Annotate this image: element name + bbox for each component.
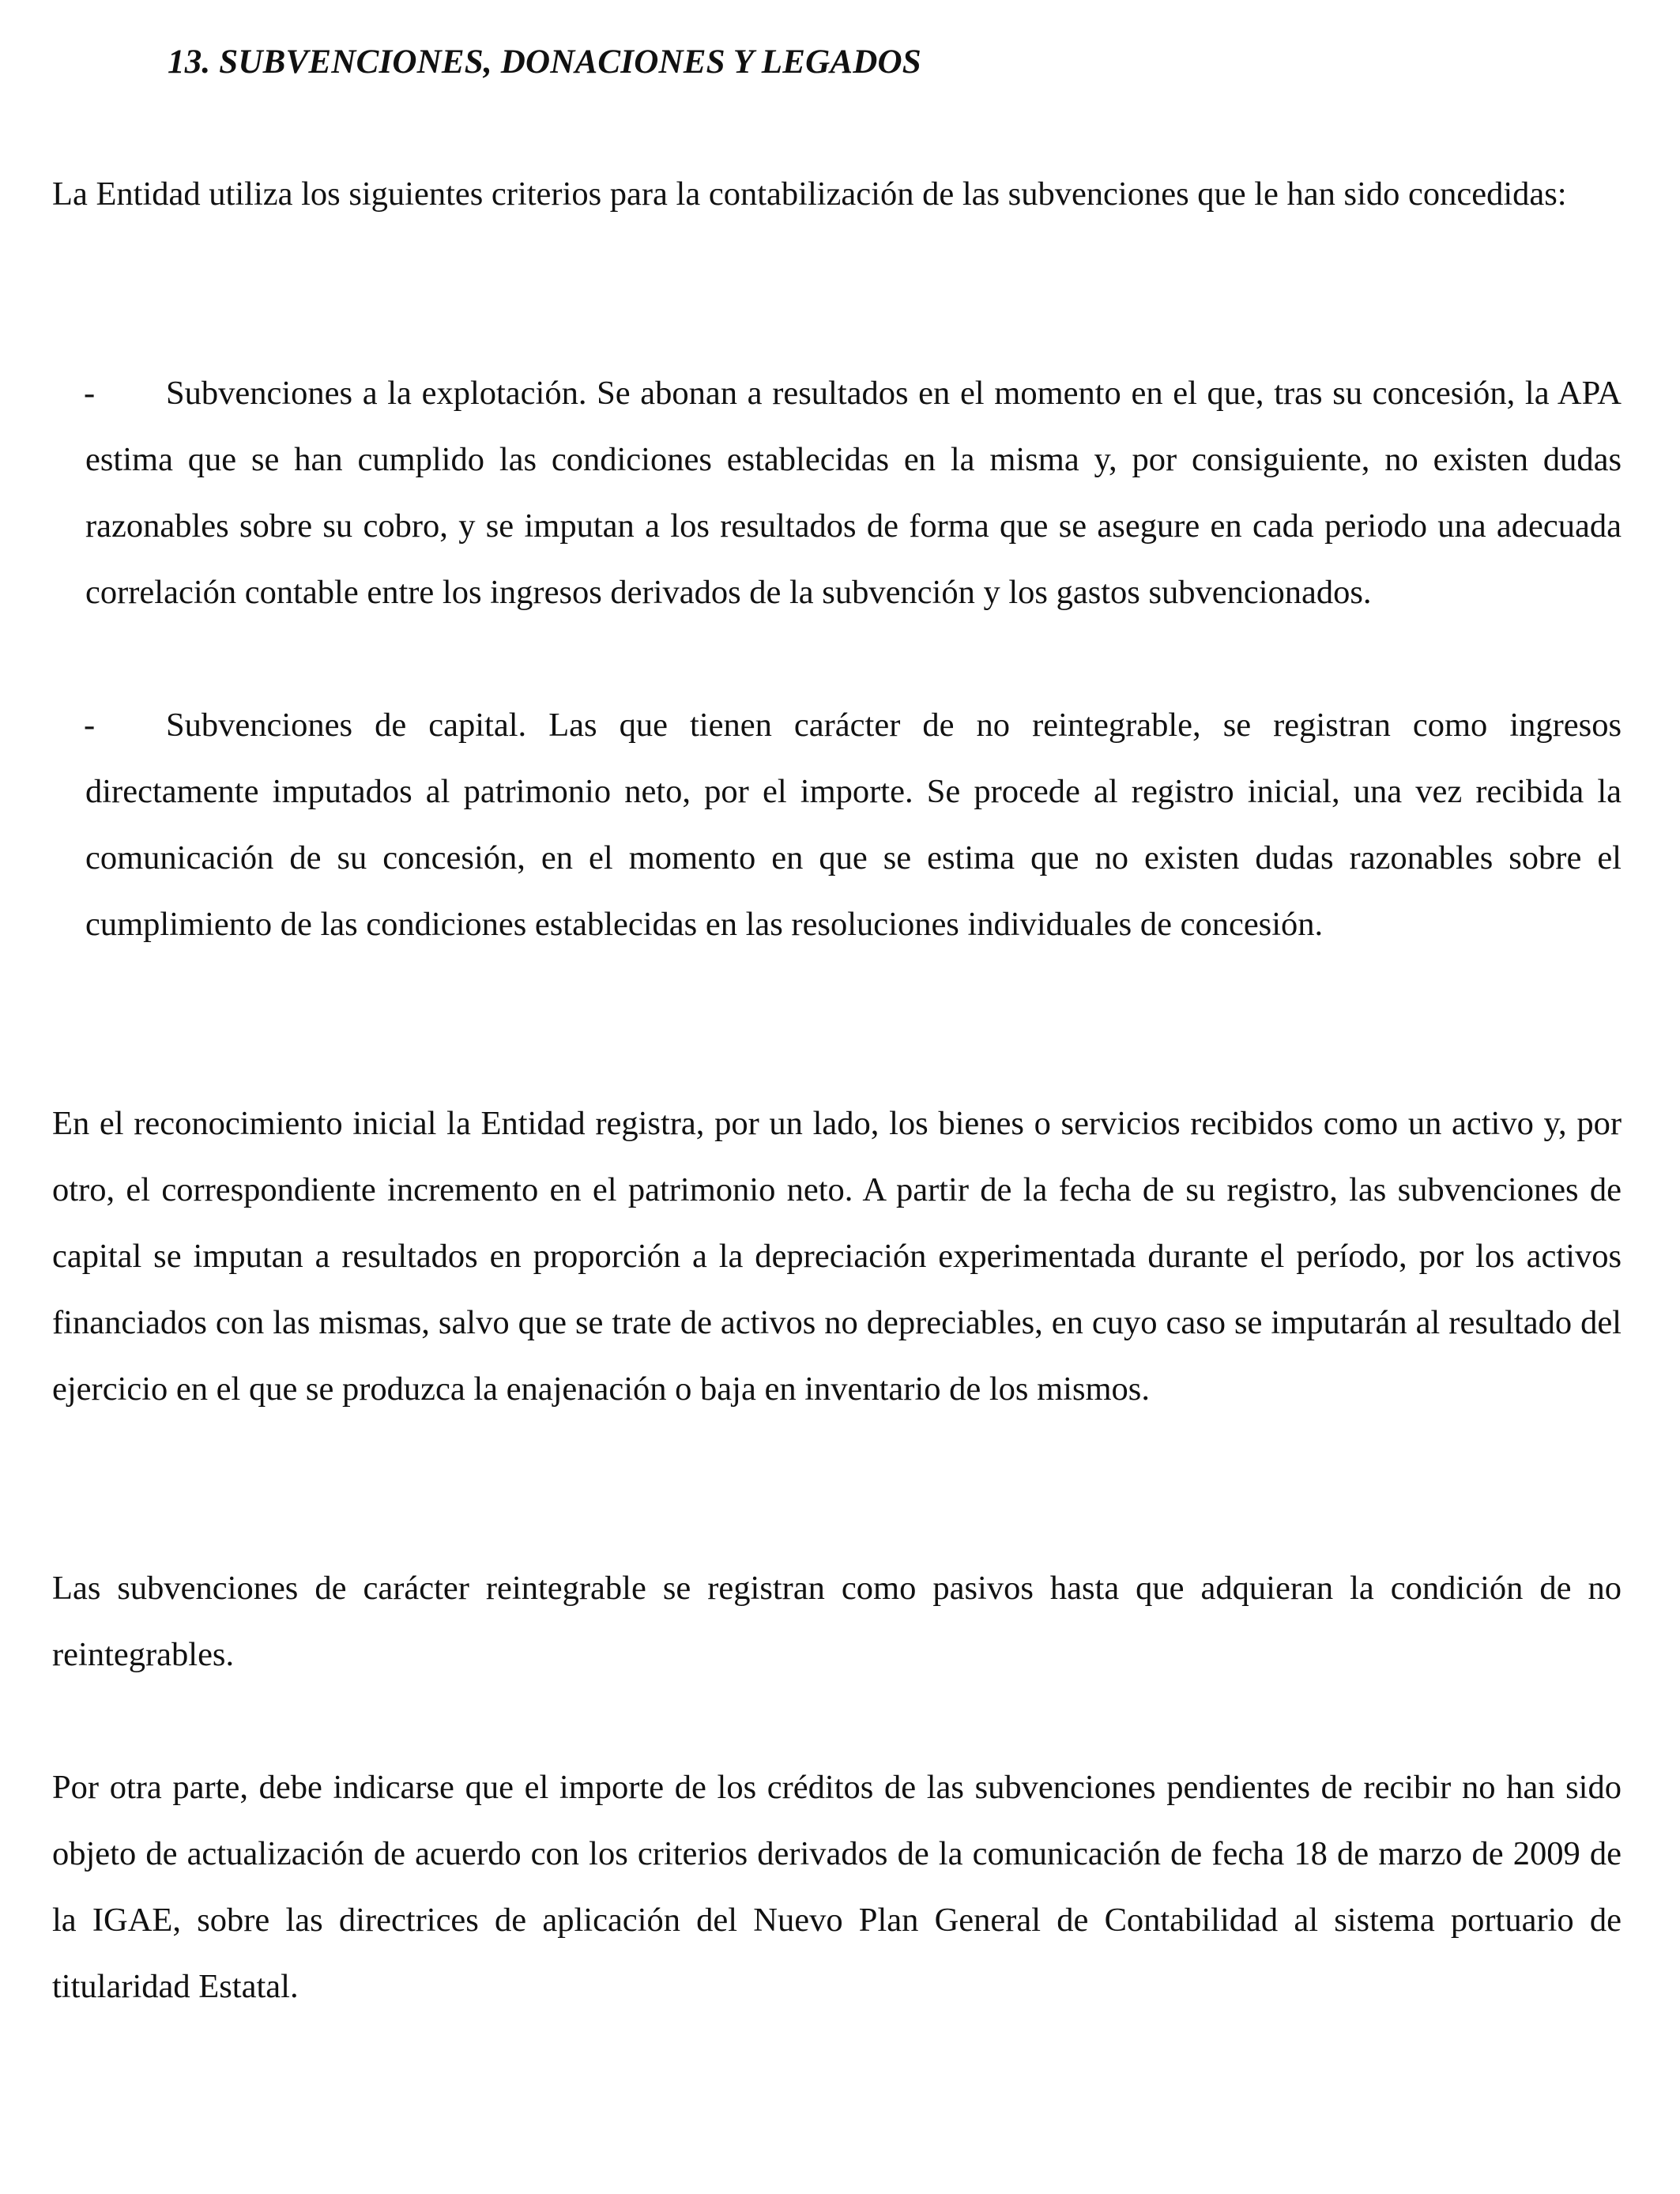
section-heading: 13. SUBVENCIONES, DONACIONES Y LEGADOS xyxy=(168,43,921,81)
bullet-text: Subvenciones a la explotación. Se abonan a resultados en el momento en el que, tras su concesión, la APA estima que se han cumplido las condiciones establecidas en la misma y, por consiguiente, no existen dudas razonables sobre su cobro, y se imputan a los resultados de forma que se asegure en cada periodo una adecuada correlación contable entre los ingresos derivados de la subvención y los gastos subvencionados. xyxy=(85,375,1622,611)
bullet-marker: - xyxy=(84,707,96,744)
initial-recognition-paragraph: En el reconocimiento inicial la Entidad registra, por un lado, los bienes o servicios recibidos como un activo y, por otro, el correspondiente incremento en el patrimonio neto. A partir de la fecha de su registro, las subvenciones de capital se imputan a resultados en proporción a la depreciación experimentada durante el período, por los activos financiados con las mismas, salvo que se trate de activos no depreciables, en cuyo caso se imputarán al resultado del ejercicio en el que se produzca la enajenación o baja en inventario de los mismos. xyxy=(52,1105,1622,1408)
bullet-text: Subvenciones de capital. Las que tienen carácter de no reintegrable, se registran como ingresos directamente imputados al patrimonio neto, por el importe. Se procede al registro inicial, una vez recibida la comunicación de su concesión, en el momento en que se estima que no existen dudas razonables sobre el cumplimiento de las condiciones establecidas en las resoluciones individuales de concesión. xyxy=(85,707,1622,943)
bullet-marker: - xyxy=(84,375,96,412)
intro-paragraph: La Entidad utiliza los siguientes criterios para la contabilización de las subvenciones que le han sido concedidas: xyxy=(52,175,1567,213)
refundable-subsidies-paragraph: Las subvenciones de carácter reintegrable se registran como pasivos hasta que adquieran la condición de no reintegrables. xyxy=(52,1570,1622,1673)
bullet-item-operating-subsidies xyxy=(85,360,1622,626)
bullet-item-capital-subsidies xyxy=(85,692,1622,958)
credits-update-paragraph: Por otra parte, debe indicarse que el importe de los créditos de las subvenciones pendientes de recibir no han sido objeto de actualización de acuerdo con los criterios derivados de la comunicación de fecha 18 de marzo de 2009 de la IGAE, sobre las directrices de aplicación del Nuevo Plan General de Contabilidad al sistema portuario de titularidad Estatal. xyxy=(52,1769,1622,2005)
